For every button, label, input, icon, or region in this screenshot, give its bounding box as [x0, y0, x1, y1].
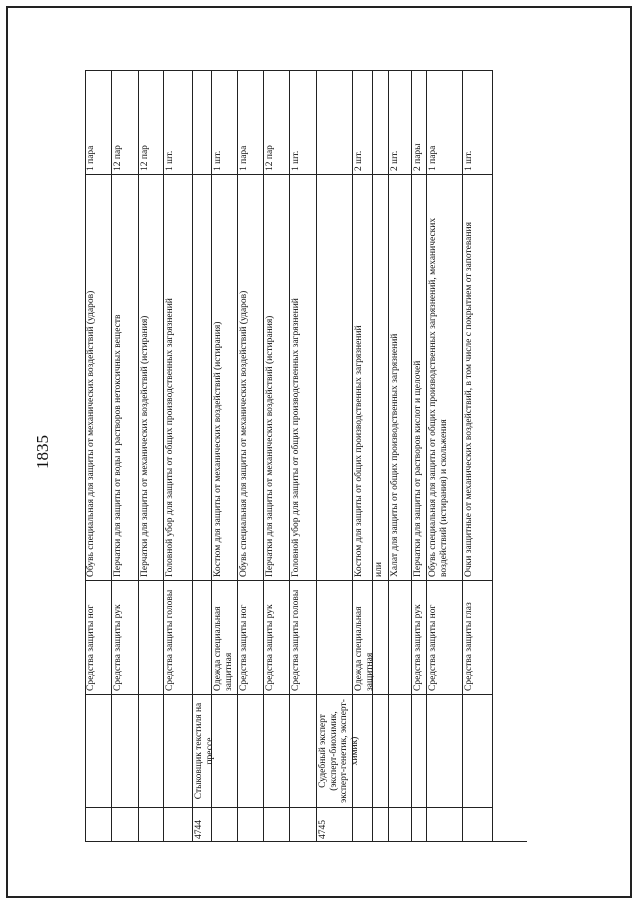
ppe-quantity [317, 70, 353, 174]
row-number [85, 807, 112, 842]
page-number: 1835 [33, 435, 52, 469]
ppe-quantity: 1 шт. [212, 70, 238, 174]
profession-name [353, 694, 373, 807]
ppe-quantity: 1 пара [427, 70, 463, 174]
ppe-category: Средства защиты головы [290, 580, 317, 694]
ppe-quantity: 1 шт. [164, 70, 193, 174]
row-number [264, 807, 290, 842]
ppe-category [139, 580, 164, 694]
ppe-item: Очки защитные от механических воздействий, в том числе с покрытием от запотевания [463, 174, 493, 580]
ppe-category [389, 580, 412, 694]
row-number [164, 807, 193, 842]
profession-name [85, 694, 112, 807]
profession-name [389, 694, 412, 807]
ppe-category: Средства защиты ног [238, 580, 264, 694]
ppe-quantity: 2 шт. [353, 70, 373, 174]
ppe-category [193, 580, 212, 694]
row-number [290, 807, 317, 842]
ppe-item: Халат для защиты от общих производственных загрязнений [389, 174, 412, 580]
row-number [139, 807, 164, 842]
ppe-item: Перчатки для защиты от механических воздействий (истирания) [264, 174, 290, 580]
profession-name [139, 694, 164, 807]
ppe-item: Обувь специальная для защиты от механических воздействий (ударов) [238, 174, 264, 580]
row-number [212, 807, 238, 842]
ppe-quantity: 1 шт. [290, 70, 317, 174]
ppe-category: Средства защиты рук [412, 580, 427, 694]
profession-name [238, 694, 264, 807]
profession-name [164, 694, 193, 807]
ppe-item: Перчатки для защиты от воды и растворов нетоксичных веществ [112, 174, 139, 580]
profession-name [290, 694, 317, 807]
profession-name: Судебный эксперт (эксперт-биохимик, эксперт-генетик, эксперт-химик) [317, 694, 353, 807]
ppe-item: Обувь специальная для защиты от механических воздействий (ударов) [85, 174, 112, 580]
row-number [353, 807, 373, 842]
profession-name [427, 694, 463, 807]
ppe-quantity: 12 пар [139, 70, 164, 174]
ppe-category: Средства защиты ног [85, 580, 112, 694]
row-number [373, 807, 389, 842]
ppe-item [193, 174, 212, 580]
row-number [412, 807, 427, 842]
ppe-item [317, 174, 353, 580]
ppe-category: Средства защиты ног [427, 580, 463, 694]
ppe-item: или [373, 174, 389, 580]
profession-name [373, 694, 389, 807]
ppe-quantity: 12 пар [112, 70, 139, 174]
row-number [112, 807, 139, 842]
ppe-quantity: 1 пара [85, 70, 112, 174]
ppe-quantity [193, 70, 212, 174]
ppe-table [85, 70, 527, 842]
profession-name [212, 694, 238, 807]
ppe-item: Головной убор для защиты от общих производственных загрязнений [164, 174, 193, 580]
ppe-category: Средства защиты головы [164, 580, 193, 694]
profession-name [412, 694, 427, 807]
ppe-table-rotated [85, 70, 527, 842]
row-number [238, 807, 264, 842]
ppe-item: Обувь специальная для защиты от общих производственных загрязнений, механических воздействий (истирания) и скольжения [427, 174, 463, 580]
row-number [463, 807, 493, 842]
row-number [427, 807, 463, 842]
ppe-category: Средства защиты рук [112, 580, 139, 694]
profession-name [264, 694, 290, 807]
ppe-category [373, 580, 389, 694]
ppe-category: Средства защиты глаз [463, 580, 493, 694]
ppe-quantity: 1 пара [238, 70, 264, 174]
ppe-quantity: 2 пары [412, 70, 427, 174]
profession-name [112, 694, 139, 807]
ppe-category: Одежда специальная защитная [353, 580, 373, 694]
ppe-category: Средства защиты рук [264, 580, 290, 694]
ppe-item: Костюм для защиты от механических воздействий (истирания) [212, 174, 238, 580]
profession-name: Стыковщик текстиля на прессе [193, 694, 212, 807]
ppe-item: Перчатки для защиты от растворов кислот и щелочей [412, 174, 427, 580]
row-number: 4744 [193, 807, 212, 842]
ppe-quantity: 12 пар [264, 70, 290, 174]
ppe-category: Одежда специальная защитная [212, 580, 238, 694]
ppe-quantity: 2 шт. [389, 70, 412, 174]
ppe-category [317, 580, 353, 694]
ppe-quantity: 1 шт. [463, 70, 493, 174]
row-number: 4745 [317, 807, 353, 842]
ppe-quantity [373, 70, 389, 174]
profession-name [463, 694, 493, 807]
ppe-item: Перчатки для защиты от механических воздействий (истирания) [139, 174, 164, 580]
row-number [389, 807, 412, 842]
ppe-item: Головной убор для защиты от общих производственных загрязнений [290, 174, 317, 580]
ppe-item: Костюм для защиты от общих производственных загрязнений [353, 174, 373, 580]
